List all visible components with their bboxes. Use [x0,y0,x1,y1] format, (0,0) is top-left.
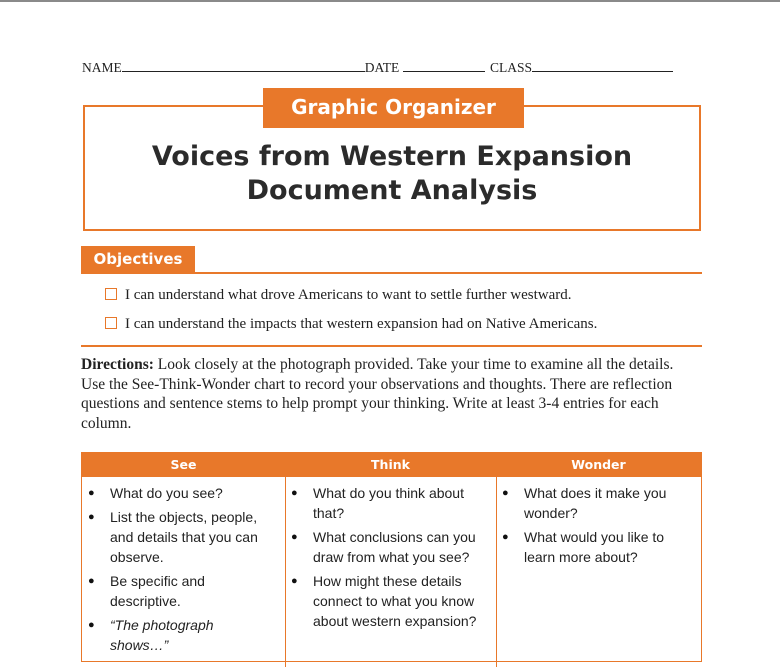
title-line-2: Document Analysis [246,175,538,206]
directions-paragraph [81,355,701,433]
class-field[interactable] [532,57,673,72]
list-item: ● What conclusions can you draw from what you see? [285,527,491,567]
student-info-line [82,57,704,76]
checkbox[interactable] [105,288,117,300]
header-see: See [170,457,197,472]
objective-item [105,287,572,304]
objectives-bottom-rule [81,345,702,347]
list-item: ● Be specific and descriptive. [82,571,278,611]
objective-text: I can understand the impacts that western expansion had on Native Americans. [125,316,598,332]
checkbox[interactable] [105,317,117,329]
chart-header-row [82,453,701,477]
list-item: ● What do you see? [82,483,278,503]
top-border [0,0,780,2]
list-item: ● What does it make you wonder? [496,483,696,523]
list-item: ● List the objects, people, and details that you can observe. [82,507,278,567]
list-item: ● “The photograph shows…” [82,615,278,655]
directions-label: Directions: [81,356,154,373]
header-wonder: Wonder [571,457,626,472]
header-think: Think [371,457,410,472]
list-item: ● What would you like to learn more about? [496,527,696,567]
name-field[interactable] [122,57,365,72]
title-line-1: Voices from Western Expansion [151,141,633,172]
directions-text: Look closely at the photograph provided. Take your time to examine all the details. Use the See-Think-Wonder chart to record your observations and thoughts. There are reflection questions and sentence stems to help prompt your thinking. Write at least 3-4 entries for each column. [81,356,674,432]
name-label: NAME [82,60,122,75]
see-column[interactable] [82,477,278,667]
graphic-organizer-tab: Graphic Organizer [263,88,524,128]
list-item: ● What do you think about that? [285,483,491,523]
wonder-column[interactable] [496,477,696,667]
objective-text: I can understand what drove Americans to want to settle further westward. [125,287,572,303]
list-item: ● How might these details connect to what you know about western expansion? [285,571,491,631]
objectives-heading: Objectives [81,246,195,272]
date-label: DATE [364,60,400,75]
see-think-wonder-chart [81,452,702,662]
objectives-top-rule [81,272,702,274]
page-title [83,140,701,208]
think-column[interactable] [285,477,491,667]
class-label: CLASS [490,60,533,75]
objective-item [105,316,597,333]
date-field[interactable] [403,57,485,72]
